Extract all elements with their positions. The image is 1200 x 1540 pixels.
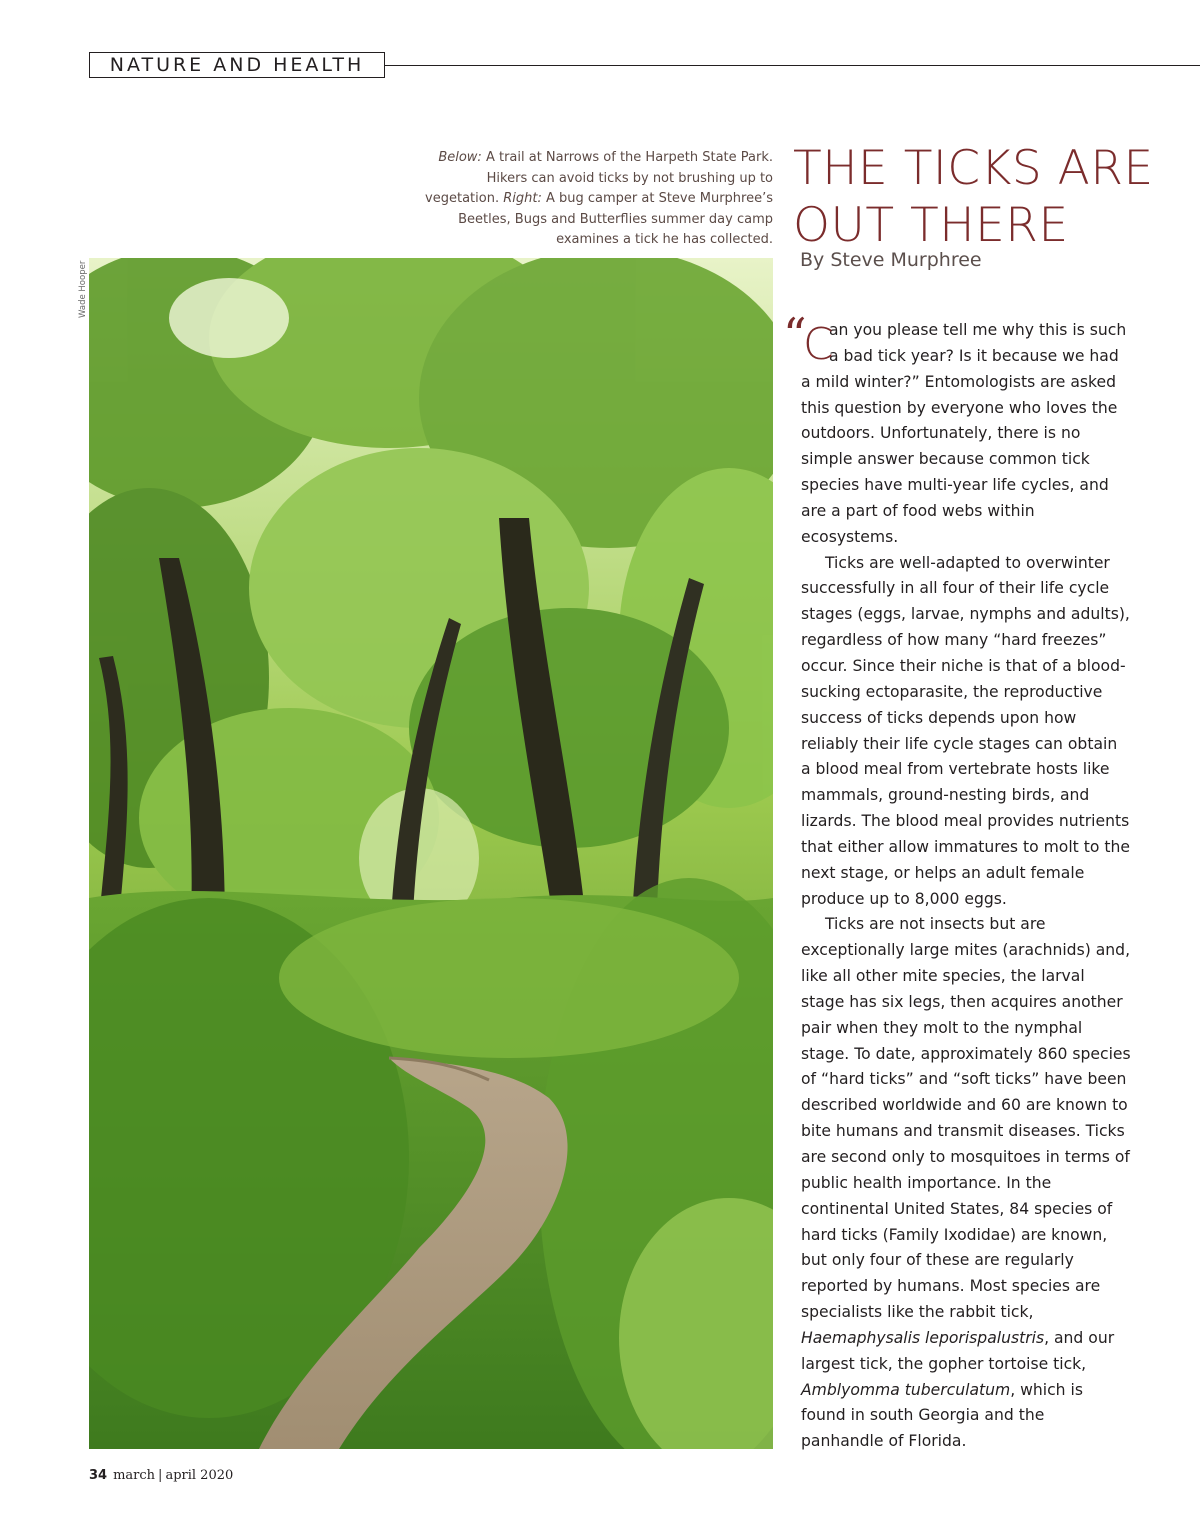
paragraph-3-part-a: Ticks are not insects but are exceptionally large mites (arachnids) and, like all other mite species, the larval stage has six legs, then acquires another pair when they molt to the nymphal stage. To date, approximately 860 species of “hard ticks” and “soft ticks” have been described worldwide and 60 are known to bite humans and transmit diseases. Ticks are second only to mosquitoes in terms of public health importance. In the continental United States, 84 species of hard ticks (Family Ixodidae) are known, but only four of these are regularly reported by humans. Most species are specialists like the rabbit tick, bbox=[801, 915, 1131, 1322]
section-label: NATURE AND HEALTH bbox=[89, 52, 385, 78]
article-title bbox=[793, 140, 1193, 254]
byline: By Steve Murphree bbox=[800, 249, 982, 271]
forest-trail-photo bbox=[89, 258, 773, 1449]
drop-cap bbox=[783, 308, 834, 370]
caption-below-text: A trail at Narrows of the Harpeth State Park. Hikers can avoid ticks by not brushing up to vegetation. bbox=[425, 150, 773, 206]
paragraph-1: an you please tell me why this is such a bad tick year? Is it because we had a mild winter?” Entomologists are asked this question by everyone who loves the outdoors. Unfortunately, there is no simple answer because common tick species have multi-year life cycles, and are a part of food webs within ecosystems. bbox=[801, 321, 1127, 546]
caption-right-text: A bug camper at Steve Murphree’s Beetles, Bugs and Butterflies summer day camp examines a tick he has collected. bbox=[458, 191, 773, 247]
species-gopher-tortoise-tick: Amblyomma tuberculatum bbox=[801, 1380, 1011, 1399]
drop-cap-quote: “ bbox=[783, 308, 807, 362]
paragraph-3-part-c: , which is found in south Georgia and the panhandle of Florida. bbox=[801, 1380, 1083, 1451]
paragraph-3 bbox=[801, 912, 1131, 1455]
paragraph-2: Ticks are well-adapted to overwinter successfully in all four of their life cycle stages (eggs, larvae, nymphs and adults), regardless of how many “hard freezes” occur. Since their niche is that of a blood-sucking ectoparasite, the reproductive success of ticks depends upon how reliably their life cycle stages can obtain a blood meal from vertebrate hosts like mammals, ground-nesting birds, and lizards. The blood meal provides nutrients that either allow immatures to molt to the next stage, or helps an adult female produce up to 8,000 eggs. bbox=[801, 553, 1130, 908]
title-line-2: OUT THERE bbox=[793, 198, 1069, 253]
footer-separator: | bbox=[158, 1468, 163, 1483]
footer-month-1: march bbox=[113, 1468, 156, 1483]
page-number: 34 bbox=[89, 1468, 108, 1483]
caption-below-label: Below: bbox=[438, 150, 482, 165]
footer-month-2: april 2020 bbox=[165, 1468, 234, 1483]
paragraph-3-part-b: , and our largest tick, the gopher tortoise tick, bbox=[801, 1328, 1115, 1373]
caption-right-label: Right: bbox=[503, 191, 542, 206]
article-body bbox=[783, 308, 1131, 1455]
section-rule bbox=[385, 65, 1200, 66]
photo-credit: Wade Hooper bbox=[78, 260, 88, 318]
page-footer bbox=[89, 1468, 233, 1483]
species-rabbit-tick: Haemaphysalis leporispalustris bbox=[801, 1328, 1045, 1347]
drop-cap-letter: C bbox=[803, 319, 834, 370]
title-line-1: THE TICKS ARE bbox=[793, 141, 1154, 196]
photo-caption bbox=[420, 148, 773, 251]
